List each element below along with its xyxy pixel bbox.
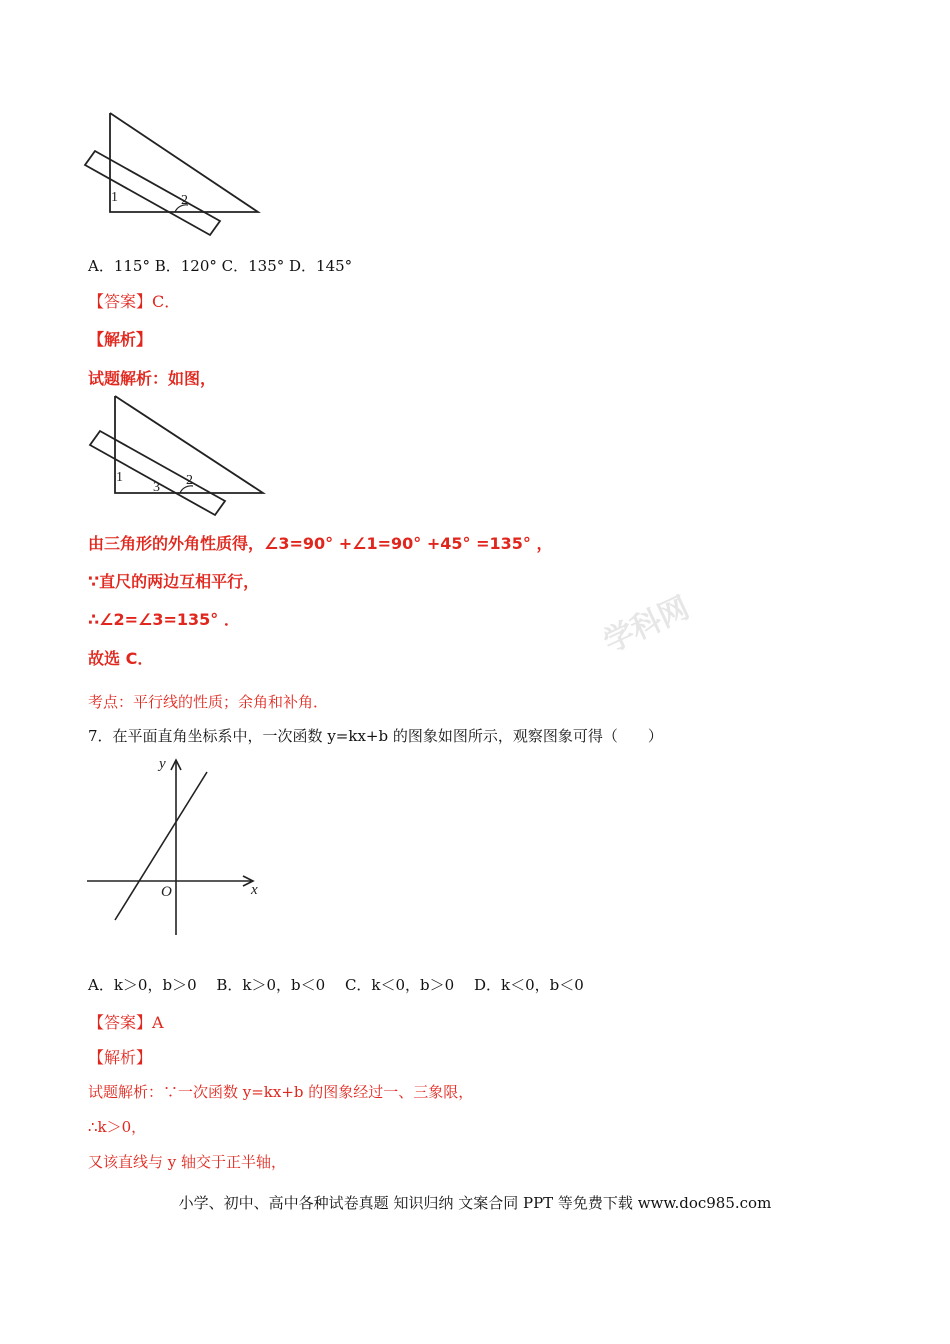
watermark: 学科网	[598, 590, 695, 661]
q7-step-2: ∴k＞0，	[88, 1118, 147, 1136]
q7-step-3: 又该直线与 y 轴交于正半轴，	[88, 1153, 287, 1171]
q7-question: 7．在平面直角坐标系中，一次函数 y=kx+b 的图象如图所示，观察图象可得（ ）	[88, 727, 663, 745]
figure1-angle-1-label: 1	[111, 190, 118, 205]
page-footer: 小学、初中、高中各种试卷真题 知识归纳 文案合同 PPT 等免费下载 www.doc985.com	[178, 1194, 772, 1212]
q6-step-1: 由三角形的外角性质得，∠3=90° +∠1=90° +45° =135° ，	[88, 534, 553, 553]
graph-x-label: x	[251, 882, 258, 898]
q7-answer: 【答案】A	[88, 1013, 164, 1032]
graph-origin-label: O	[161, 884, 172, 900]
figure2-angle-1-label: 1	[116, 470, 123, 485]
figure-triangle-ruler-2	[85, 388, 275, 518]
q6-step-2: ∵直尺的两边互相平行，	[88, 572, 260, 591]
figure1-angle-2-label: 2	[181, 193, 188, 208]
q6-step-4: 故选 C．	[88, 649, 154, 668]
figure2-angle-3-label: 3	[153, 480, 160, 495]
q6-analysis-intro: 试题解析：如图，	[88, 369, 217, 388]
graph-y-label: y	[159, 756, 166, 772]
q7-step-1: 试题解析：∵一次函数 y=kx+b 的图象经过一、三象限，	[88, 1083, 474, 1101]
q7-options: A．k＞0，b＞0 B．k＞0，b＜0 C．k＜0，b＞0 D．k＜0，b＜0	[88, 976, 584, 994]
q6-answer: 【答案】C．	[88, 292, 181, 311]
linear-function-graph	[85, 748, 270, 943]
q6-kaodian: 考点：平行线的性质；余角和补角．	[88, 693, 329, 711]
figure-triangle-ruler-1	[80, 105, 270, 240]
q6-options: A．115° B．120° C．135° D．145°	[88, 257, 353, 275]
figure2-angle-2-label: 2	[186, 473, 193, 488]
q6-step-3: ∴∠2=∠3=135° ．	[88, 610, 240, 629]
q7-analysis-title: 【解析】	[88, 1048, 153, 1067]
q6-analysis-title: 【解析】	[88, 330, 153, 349]
